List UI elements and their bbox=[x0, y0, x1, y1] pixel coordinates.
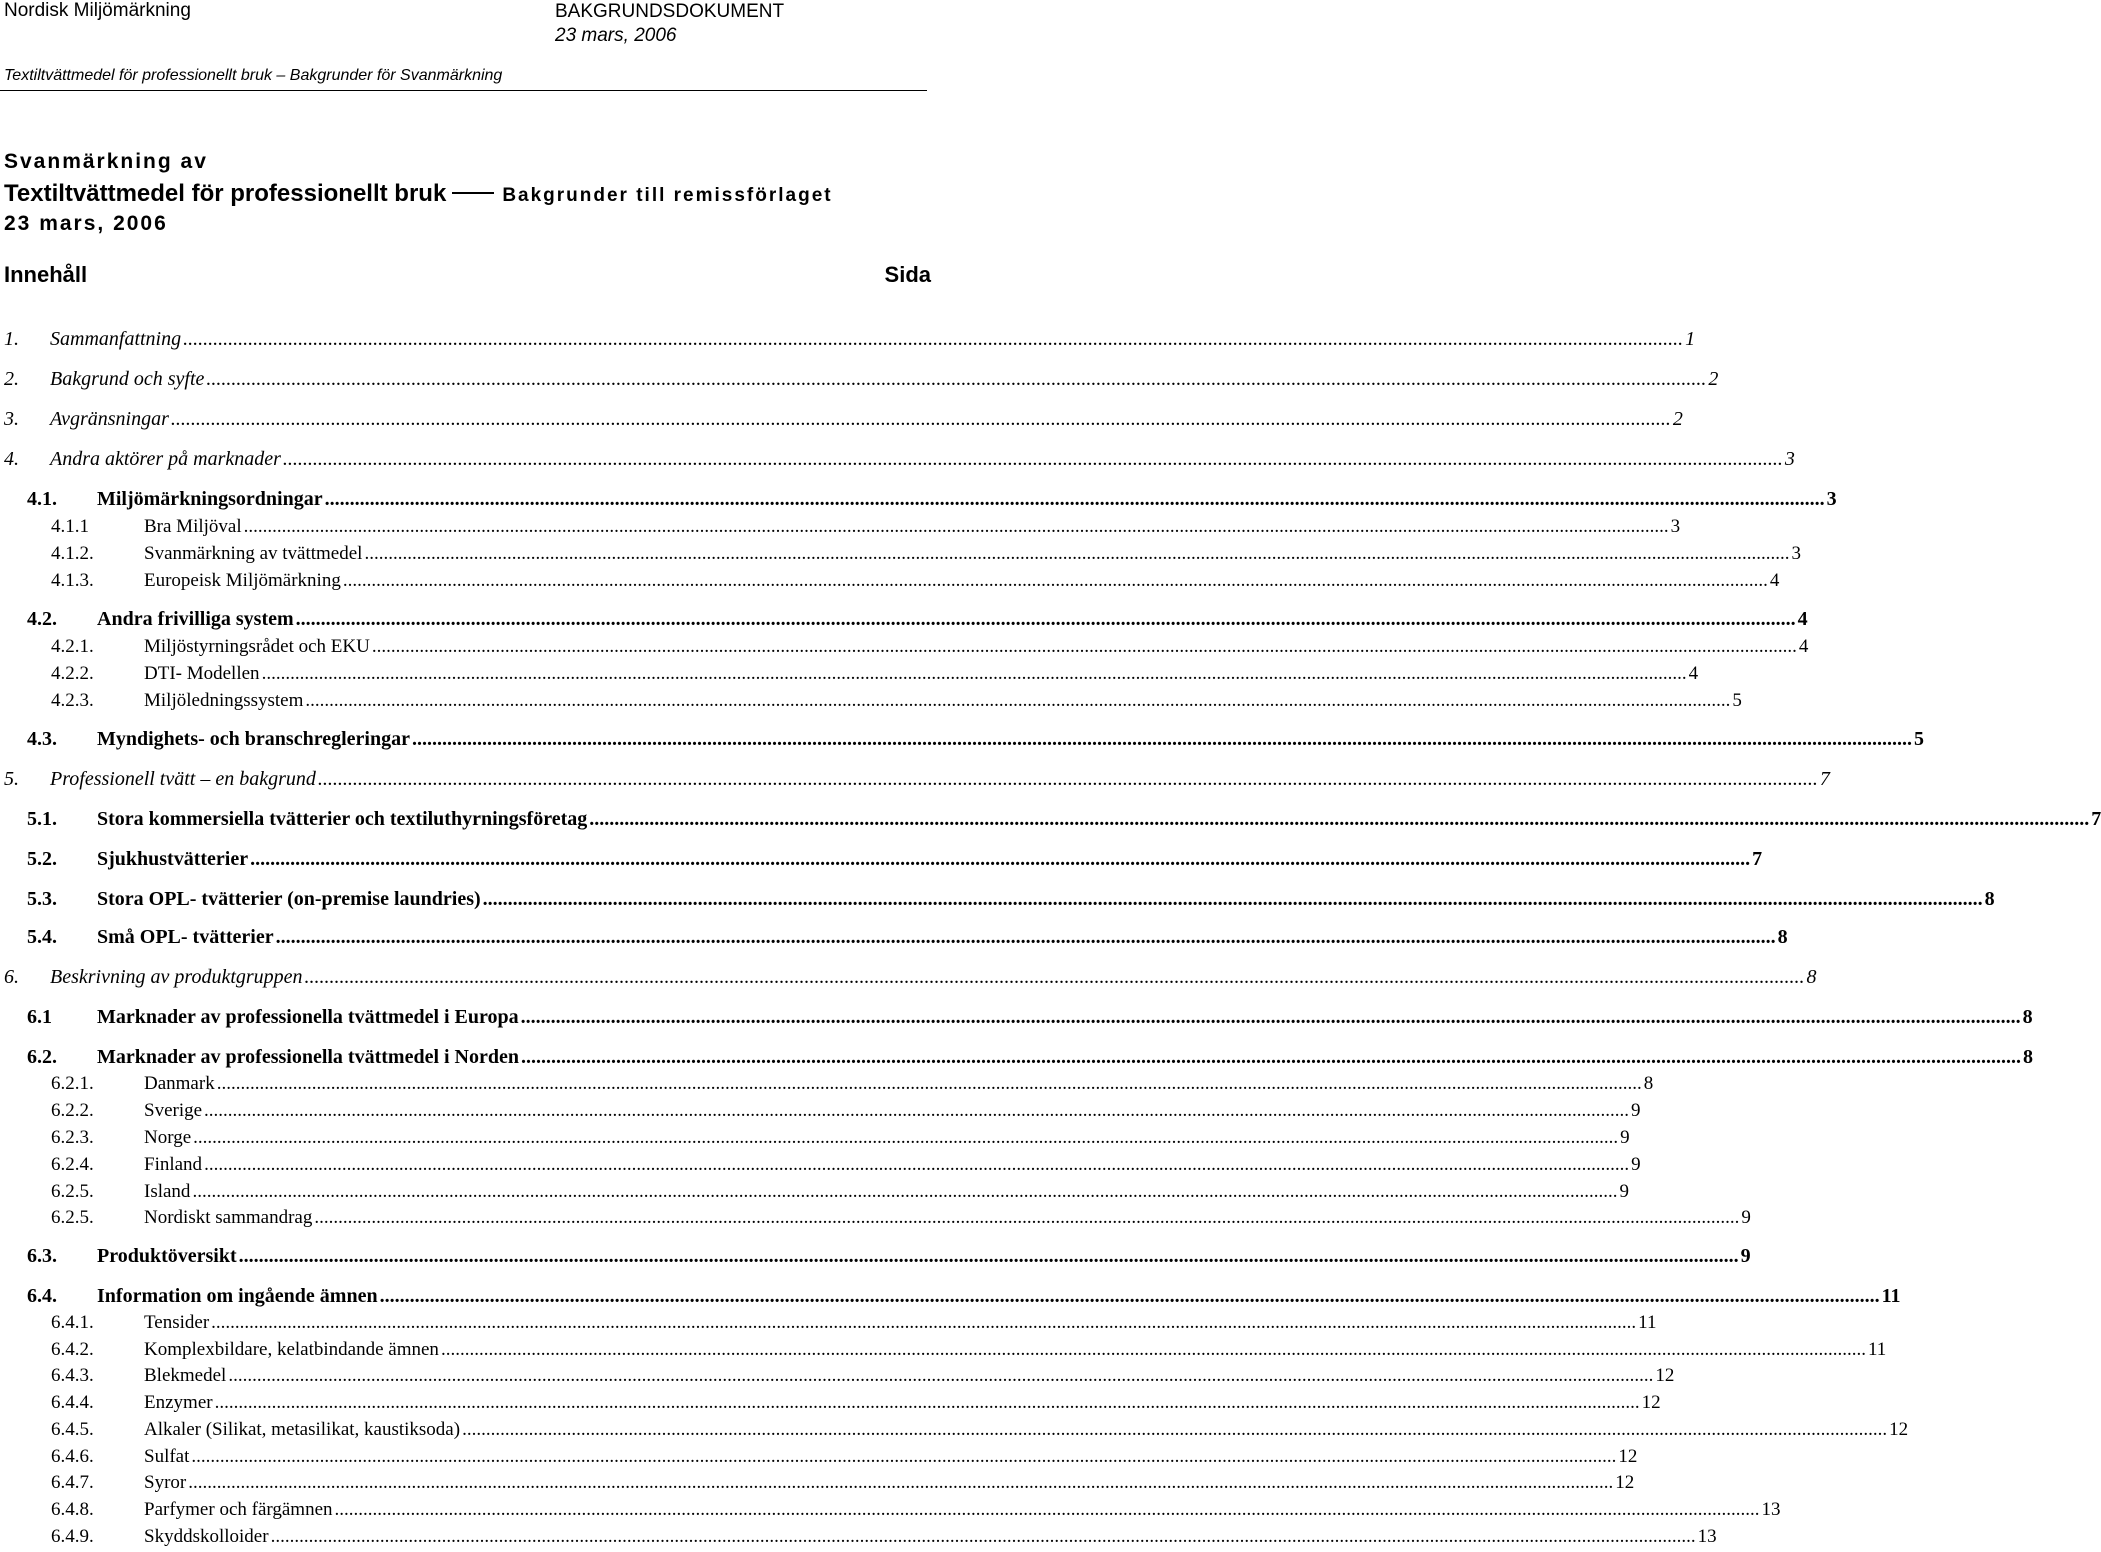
toc-entry-number: 6.2. bbox=[27, 1046, 57, 1068]
toc-entry-number: 6.1 bbox=[27, 1006, 52, 1028]
toc-dot-leader: ............................................................................................................................................................................................................................................................................................................ bbox=[191, 1446, 1617, 1467]
document-title bbox=[4, 150, 833, 242]
toc-entry-title: Island bbox=[144, 1181, 191, 1202]
toc-entry-title: Sjukhustvätterier bbox=[97, 848, 249, 870]
toc-entry-title: Tensider bbox=[144, 1312, 210, 1333]
toc-entry-number: 6.4.7. bbox=[51, 1472, 94, 1493]
toc-entry-leader bbox=[97, 1046, 2034, 1069]
toc-entry-title: Avgränsningar bbox=[50, 408, 169, 430]
toc-entry-page: 13 bbox=[1761, 1499, 1781, 1520]
toc-entry[interactable] bbox=[0, 570, 1780, 596]
toc-entry-title: Beskrivning av produktgruppen bbox=[50, 966, 303, 988]
toc-entry-leader bbox=[144, 1181, 1629, 1203]
toc-entry-page: 9 bbox=[1741, 1207, 1751, 1228]
toc-entry-page: 11 bbox=[1881, 1285, 1901, 1307]
toc-entry-leader bbox=[144, 1312, 1657, 1334]
toc-entry-leader bbox=[144, 663, 1699, 685]
toc-entry-title: Skyddskolloider bbox=[144, 1526, 269, 1547]
toc-entry-title: Syror bbox=[144, 1472, 187, 1493]
toc-entry-leader bbox=[144, 1207, 1751, 1229]
toc-entry-leader bbox=[144, 690, 1742, 712]
toc-entry[interactable] bbox=[0, 1154, 1641, 1180]
title-line-1: Svanmärkning av bbox=[4, 150, 208, 173]
toc-entry-page: 8 bbox=[2022, 1006, 2033, 1028]
toc-entry-leader bbox=[97, 888, 1995, 911]
toc-dot-leader: ............................................................................................................................................................................................................................................................................................................ bbox=[261, 663, 1687, 684]
toc-entry[interactable] bbox=[0, 663, 1699, 689]
toc-dot-leader: ............................................................................................................................................................................................................................................................................................................ bbox=[206, 368, 1707, 390]
toc-dot-leader: ............................................................................................................................................................................................................................................................................................................ bbox=[275, 926, 1776, 948]
toc-entry[interactable] bbox=[0, 848, 1763, 874]
toc-entry-title: Komplexbildare, kelatbindande ämnen bbox=[144, 1339, 439, 1360]
toc-dot-leader: ............................................................................................................................................................................................................................................................................................................ bbox=[371, 636, 1797, 657]
toc-entry-page: 8 bbox=[1777, 926, 1788, 948]
header-date: 23 mars, 2006 bbox=[555, 25, 677, 46]
toc-entry[interactable] bbox=[0, 1100, 1641, 1126]
toc-entry-number: 3. bbox=[4, 408, 19, 430]
toc-dot-leader: ............................................................................................................................................................................................................................................................................................................ bbox=[317, 768, 1818, 790]
toc-entry-title: DTI- Modellen bbox=[144, 663, 260, 684]
toc-entry-leader bbox=[144, 1472, 1635, 1494]
toc-entry-page: 3 bbox=[1791, 543, 1801, 564]
toc-entry-page: 4 bbox=[1797, 608, 1808, 630]
toc-entry-page: 8 bbox=[1984, 888, 1995, 910]
toc-entry-leader bbox=[144, 636, 1809, 658]
toc-entry-number: 6.4. bbox=[27, 1285, 57, 1307]
toc-entry[interactable] bbox=[0, 1127, 1630, 1153]
toc-entry-number: 6.4.5. bbox=[51, 1419, 94, 1440]
toc-entry-page: 8 bbox=[2023, 1046, 2034, 1068]
toc-entry-leader bbox=[144, 543, 1801, 565]
toc-entry[interactable] bbox=[0, 1046, 2034, 1072]
toc-entry[interactable] bbox=[0, 1006, 2033, 1032]
toc-dot-leader: ............................................................................................................................................................................................................................................................................................................ bbox=[440, 1339, 1866, 1360]
toc-entry[interactable] bbox=[0, 328, 1696, 354]
toc-entry-leader bbox=[50, 328, 1696, 351]
toc-entry-page: 5 bbox=[1732, 690, 1742, 711]
toc-entry-number: 5.2. bbox=[27, 848, 57, 870]
toc-entry-number: 6.4.4. bbox=[51, 1392, 94, 1413]
toc-dot-leader: ............................................................................................................................................................................................................................................................................................................ bbox=[411, 728, 1912, 750]
toc-entry-title: Blekmedel bbox=[144, 1365, 227, 1386]
toc-entry-title: Andra aktörer på marknader bbox=[50, 448, 281, 470]
toc-entry-title: Bra Miljöval bbox=[144, 516, 242, 537]
toc-entry[interactable] bbox=[0, 608, 1808, 634]
toc-entry-page: 5 bbox=[1913, 728, 1924, 750]
toc-entry-number: 6.4.1. bbox=[51, 1312, 94, 1333]
toc-entry-leader bbox=[50, 966, 1817, 989]
toc-entry-leader bbox=[97, 1006, 2033, 1029]
toc-entry[interactable] bbox=[0, 543, 1801, 569]
toc-entry-page: 12 bbox=[1655, 1365, 1675, 1386]
toc-entry-number: 6.2.5. bbox=[51, 1181, 94, 1202]
toc-entry[interactable] bbox=[0, 966, 1817, 992]
toc-entry-page: 4 bbox=[1769, 570, 1780, 591]
toc-entry-title: Information om ingående ämnen bbox=[97, 1285, 378, 1307]
toc-entry[interactable] bbox=[0, 636, 1809, 662]
title-line-2 bbox=[4, 180, 833, 212]
toc-dot-leader: ............................................................................................................................................................................................................................................................................................................ bbox=[228, 1365, 1654, 1386]
toc-entry[interactable] bbox=[0, 1181, 1629, 1207]
toc-entry-leader bbox=[97, 728, 1924, 751]
toc-entry[interactable] bbox=[0, 888, 1995, 914]
toc-entry-number: 1. bbox=[4, 328, 19, 350]
toc-entry[interactable] bbox=[0, 1073, 1654, 1099]
toc-entry-title: Sverige bbox=[144, 1100, 203, 1121]
toc-entry[interactable] bbox=[0, 1419, 1909, 1445]
toc-entry-page: 7 bbox=[2091, 808, 2101, 830]
toc-entry[interactable] bbox=[0, 1245, 1751, 1271]
toc-entry-title: Marknader av professionella tvättmedel i Europa bbox=[97, 1006, 519, 1028]
toc-entry-leader bbox=[144, 1526, 1717, 1548]
document-type: BAKGRUNDSDOKUMENT bbox=[555, 1, 785, 22]
toc-entry-title: Stora OPL- tvätterier (on-premise laundries) bbox=[97, 888, 481, 910]
toc-entry-number: 6.4.6. bbox=[51, 1446, 94, 1467]
toc-entry-page: 12 bbox=[1889, 1419, 1909, 1440]
toc-entry-number: 4.2.1. bbox=[51, 636, 94, 657]
toc-entry[interactable] bbox=[0, 808, 2101, 834]
toc-entry[interactable] bbox=[0, 1312, 1657, 1338]
toc-entry[interactable] bbox=[0, 448, 1795, 474]
toc-entry-number: 6.2.2. bbox=[51, 1100, 94, 1121]
toc-entry[interactable] bbox=[0, 1392, 1661, 1418]
toc-entry-number: 6.4.3. bbox=[51, 1365, 94, 1386]
toc-entry[interactable] bbox=[0, 368, 1719, 394]
toc-entry[interactable] bbox=[0, 516, 1681, 542]
toc-entry-number: 4.1.2. bbox=[51, 543, 94, 564]
toc-entry-leader bbox=[144, 1419, 1909, 1441]
toc-entry-title: Norge bbox=[144, 1127, 192, 1148]
toc-entry-title: Alkaler (Silikat, metasilikat, kaustiksoda) bbox=[144, 1419, 461, 1440]
toc-entry-title: Små OPL- tvätterier bbox=[97, 926, 274, 948]
toc-entry-leader bbox=[144, 570, 1780, 592]
toc-entry-number: 6.2.5. bbox=[51, 1207, 94, 1228]
toc-entry-page: 8 bbox=[1806, 966, 1817, 988]
toc-entry-leader bbox=[50, 448, 1795, 471]
toc-dot-leader: ............................................................................................................................................................................................................................................................................................................ bbox=[342, 570, 1768, 591]
toc-entry-leader bbox=[97, 848, 1763, 871]
toc-entry-page: 9 bbox=[1619, 1181, 1629, 1202]
toc-entry-title: Stora kommersiella tvätterier och textiluthyrningsföretag bbox=[97, 808, 588, 830]
toc-dot-leader: ............................................................................................................................................................................................................................................................................................................ bbox=[521, 1046, 2022, 1068]
toc-dot-leader: ............................................................................................................................................................................................................................................................................................................ bbox=[334, 1499, 1760, 1520]
toc-dot-leader: ............................................................................................................................................................................................................................................................................................................ bbox=[324, 488, 1825, 510]
toc-dot-leader: ............................................................................................................................................................................................................................................................................................................ bbox=[193, 1127, 1619, 1148]
title-dash bbox=[452, 192, 494, 194]
toc-entry-title: Andra frivilliga system bbox=[97, 608, 294, 630]
toc-dot-leader: ............................................................................................................................................................................................................................................................................................................ bbox=[379, 1285, 1880, 1307]
toc-entry-page: 8 bbox=[1643, 1073, 1654, 1094]
toc-entry-title: Nordiskt sammandrag bbox=[144, 1207, 313, 1228]
toc-dot-leader: ............................................................................................................................................................................................................................................................................................................ bbox=[188, 1472, 1614, 1493]
toc-entry-number: 2. bbox=[4, 368, 19, 390]
toc-entry-page: 3 bbox=[1784, 448, 1795, 470]
toc-entry-title: Miljöledningssystem bbox=[144, 690, 304, 711]
running-subtitle: Textiltvättmedel för professionellt bruk – Bakgrunder för Svanmärkning bbox=[4, 67, 503, 84]
toc-entry-number: 4.2.3. bbox=[51, 690, 94, 711]
toc-entry-number: 6.4.2. bbox=[51, 1339, 94, 1360]
toc-entry-number: 5.3. bbox=[27, 888, 57, 910]
toc-entry-page: 2 bbox=[1708, 368, 1719, 390]
toc-entry[interactable] bbox=[0, 768, 1830, 794]
toc-entry-title: Professionell tvätt – en bakgrund bbox=[50, 768, 316, 790]
toc-dot-leader: ............................................................................................................................................................................................................................................................................................................ bbox=[282, 448, 1783, 470]
toc-dot-leader: ............................................................................................................................................................................................................................................................................................................ bbox=[192, 1181, 1618, 1202]
toc-entry-number: 4.2.2. bbox=[51, 663, 94, 684]
toc-entry-title: Enzymer bbox=[144, 1392, 213, 1413]
toc-dot-leader: ............................................................................................................................................................................................................................................................................................................ bbox=[183, 328, 1684, 350]
toc-dot-leader: ............................................................................................................................................................................................................................................................................................................ bbox=[304, 966, 1805, 988]
toc-dot-leader: ............................................................................................................................................................................................................................................................................................................ bbox=[295, 608, 1796, 630]
toc-entry-page: 2 bbox=[1672, 408, 1683, 430]
toc-entry[interactable] bbox=[0, 1365, 1675, 1391]
toc-entry-number: 4.3. bbox=[27, 728, 57, 750]
toc-entry-title: Myndighets- och branschregleringar bbox=[97, 728, 410, 750]
toc-entry-number: 6.2.4. bbox=[51, 1154, 94, 1175]
title-date: 23 mars, 2006 bbox=[4, 212, 168, 235]
toc-entry-title: Parfymer och färgämnen bbox=[144, 1499, 333, 1520]
toc-entry[interactable] bbox=[0, 728, 1924, 754]
toc-entry[interactable] bbox=[0, 1472, 1635, 1498]
toc-entry-title: Miljöstyrningsrådet och EKU bbox=[144, 636, 370, 657]
toc-entry-number: 4.1. bbox=[27, 488, 57, 510]
toc-dot-leader: ............................................................................................................................................................................................................................................................................................................ bbox=[204, 1154, 1630, 1175]
toc-entry-title: Miljömärkningsordningar bbox=[97, 488, 323, 510]
toc-entry-page: 9 bbox=[1740, 1245, 1751, 1267]
toc-dot-leader: ............................................................................................................................................................................................................................................................................................................ bbox=[238, 1245, 1739, 1267]
toc-entry-page: 12 bbox=[1618, 1446, 1638, 1467]
toc-entry-page: 11 bbox=[1638, 1312, 1657, 1333]
toc-entry-number: 6.2.1. bbox=[51, 1073, 94, 1094]
toc-entry-leader bbox=[50, 368, 1719, 391]
toc-entry-number: 4. bbox=[4, 448, 19, 470]
title-main: Textiltvättmedel för professionellt bruk bbox=[4, 180, 447, 207]
toc-dot-leader: ............................................................................................................................................................................................................................................................................................................ bbox=[364, 543, 1790, 564]
toc-entry-leader bbox=[144, 1499, 1781, 1521]
toc-entry[interactable] bbox=[0, 1499, 1781, 1525]
toc-entry-page: 3 bbox=[1826, 488, 1837, 510]
toc-entry-number: 4.1.1 bbox=[51, 516, 89, 537]
toc-entry[interactable] bbox=[0, 690, 1742, 716]
toc-entry-number: 4.2. bbox=[27, 608, 57, 630]
toc-entry-number: 6. bbox=[4, 966, 19, 988]
toc-dot-leader: ............................................................................................................................................................................................................................................................................................................ bbox=[589, 808, 2090, 830]
toc-entry-leader bbox=[144, 1154, 1641, 1176]
toc-entry-title: Svanmärkning av tvättmedel bbox=[144, 543, 363, 564]
toc-entry-title: Europeisk Miljömärkning bbox=[144, 570, 341, 591]
toc-entry-page: 12 bbox=[1641, 1392, 1661, 1413]
toc-entry[interactable] bbox=[0, 1446, 1638, 1472]
toc-dot-leader: ............................................................................................................................................................................................................................................................................................................ bbox=[314, 1207, 1740, 1228]
toc-entry-page: 7 bbox=[1752, 848, 1763, 870]
toc-entry-page: 3 bbox=[1670, 516, 1681, 537]
toc-entry-leader bbox=[144, 1365, 1675, 1387]
header-right bbox=[555, 0, 784, 48]
toc-entry-leader bbox=[144, 1127, 1630, 1149]
toc-entry-page: 4 bbox=[1798, 636, 1809, 657]
toc-entry-leader bbox=[50, 768, 1830, 791]
toc-entry-page: 4 bbox=[1688, 663, 1699, 684]
toc-dot-leader: ............................................................................................................................................................................................................................................................................................................ bbox=[270, 1526, 1696, 1547]
toc-entry-page: 12 bbox=[1615, 1472, 1635, 1493]
toc-entry-title: Sammanfattning bbox=[50, 328, 182, 350]
toc-entry-leader bbox=[144, 516, 1681, 538]
toc-entry-leader bbox=[97, 808, 2101, 831]
toc-entry-leader bbox=[50, 408, 1683, 431]
toc-entry-title: Finland bbox=[144, 1154, 203, 1175]
toc-entry-page: 9 bbox=[1631, 1100, 1641, 1121]
toc-entry[interactable] bbox=[0, 488, 1837, 514]
toc-dot-leader: ............................................................................................................................................................................................................................................................................................................ bbox=[204, 1100, 1630, 1121]
toc-entry-leader bbox=[144, 1339, 1887, 1361]
toc-dot-leader: ............................................................................................................................................................................................................................................................................................................ bbox=[214, 1392, 1640, 1413]
toc-entry-leader bbox=[144, 1100, 1641, 1122]
organization-name: Nordisk Miljömärkning bbox=[4, 0, 191, 21]
toc-dot-leader: ............................................................................................................................................................................................................................................................................................................ bbox=[170, 408, 1671, 430]
toc-entry-page: 7 bbox=[1819, 768, 1830, 790]
toc-dot-leader: ............................................................................................................................................................................................................................................................................................................ bbox=[250, 848, 1751, 870]
toc-entry-page: 1 bbox=[1685, 328, 1696, 350]
toc-dot-leader: ............................................................................................................................................................................................................................................................................................................ bbox=[482, 888, 1983, 910]
toc-entry-title: Danmark bbox=[144, 1073, 215, 1094]
toc-heading-row bbox=[4, 262, 931, 288]
toc-entry[interactable] bbox=[0, 1526, 1717, 1552]
toc-entry-number: 6.4.9. bbox=[51, 1526, 94, 1547]
toc-entry-title: Bakgrund och syfte bbox=[50, 368, 205, 390]
toc-entry-leader bbox=[144, 1446, 1638, 1468]
toc-entry-page: 13 bbox=[1697, 1526, 1717, 1547]
toc-dot-leader: ............................................................................................................................................................................................................................................................................................................ bbox=[520, 1006, 2021, 1028]
toc-entry-number: 5.1. bbox=[27, 808, 57, 830]
toc-entry[interactable] bbox=[0, 926, 1788, 952]
toc-entry-leader bbox=[97, 608, 1808, 631]
toc-dot-leader: ............................................................................................................................................................................................................................................................................................................ bbox=[305, 690, 1731, 711]
toc-dot-leader: ............................................................................................................................................................................................................................................................................................................ bbox=[211, 1312, 1637, 1333]
toc-entry[interactable] bbox=[0, 408, 1683, 434]
toc-entry-page: 9 bbox=[1620, 1127, 1630, 1148]
toc-page-heading: Sida bbox=[884, 262, 931, 287]
toc-entry-number: 6.4.8. bbox=[51, 1499, 94, 1520]
title-tail: Bakgrunder till remissförlaget bbox=[502, 185, 833, 206]
toc-dot-leader: ............................................................................................................................................................................................................................................................................................................ bbox=[216, 1073, 1642, 1094]
toc-dot-leader: ............................................................................................................................................................................................................................................................................................................ bbox=[243, 516, 1669, 537]
toc-entry-page: 11 bbox=[1867, 1339, 1887, 1360]
toc-entry-page: 9 bbox=[1631, 1154, 1641, 1175]
toc-entry[interactable] bbox=[0, 1285, 1901, 1311]
toc-dot-leader: ............................................................................................................................................................................................................................................................................................................ bbox=[462, 1419, 1888, 1440]
toc-entry-number: 5. bbox=[4, 768, 19, 790]
toc-entry-title: Sulfat bbox=[144, 1446, 190, 1467]
toc-entry-leader bbox=[97, 1285, 1901, 1308]
toc-entry-number: 6.2.3. bbox=[51, 1127, 94, 1148]
header-divider bbox=[0, 90, 927, 91]
toc-heading: Innehåll bbox=[4, 262, 88, 287]
toc-entry-number: 6.3. bbox=[27, 1245, 57, 1267]
toc-entry-leader bbox=[97, 1245, 1751, 1268]
toc-entry-leader bbox=[144, 1073, 1654, 1095]
toc-entry-leader bbox=[97, 488, 1837, 511]
toc-entry[interactable] bbox=[0, 1339, 1887, 1365]
toc-entry-leader bbox=[97, 926, 1788, 949]
toc-entry-leader bbox=[144, 1392, 1661, 1414]
toc-entry[interactable] bbox=[0, 1207, 1751, 1233]
toc-entry-title: Marknader av professionella tvättmedel i Norden bbox=[97, 1046, 520, 1068]
toc-entry-number: 4.1.3. bbox=[51, 570, 94, 591]
toc-entry-title: Produktöversikt bbox=[97, 1245, 237, 1267]
toc-entry-number: 5.4. bbox=[27, 926, 57, 948]
